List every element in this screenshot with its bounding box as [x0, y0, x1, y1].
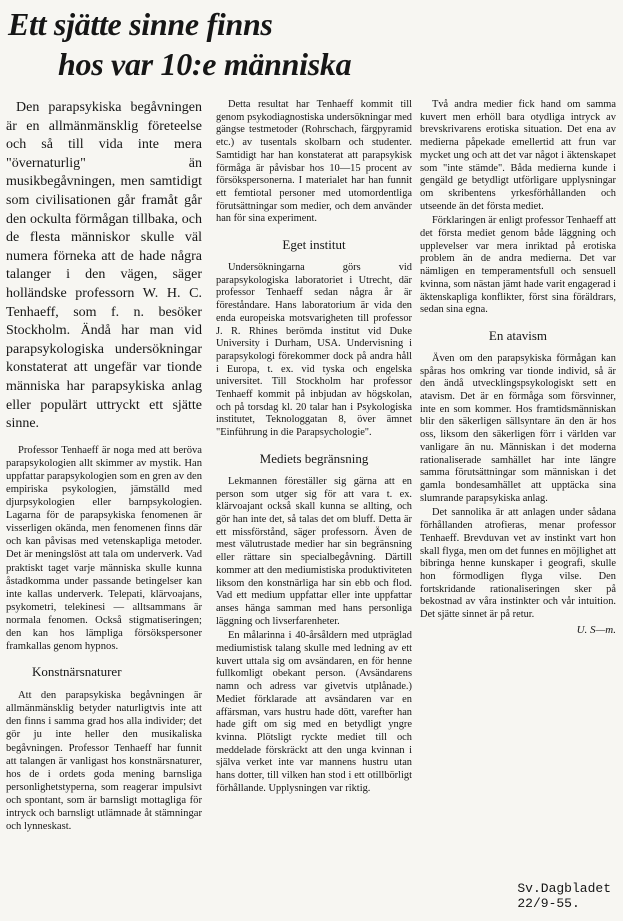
column-3 — [420, 99, 616, 636]
body-paragraph: Att den parapsykiska begåvningen är allmänmänsklig betyder naturligtvis inte att den finns i samma grad hos alla individer; det gör ju inte heller den musikaliska begåvningen. Professor Tenhaeff har funnit att talangen är vanligast hos konstnärsnaturer, hos de i ordets goda mening barnsliga personlighetstyperna, som reagerar impulsivt och spontant, som är barnsligt mottagliga för intryck och barnsligt utlämnade åt stämningar och lynneskast. — [6, 690, 202, 833]
headline — [8, 4, 428, 84]
headline-line-2: hos var 10:e människa — [58, 46, 352, 82]
body-paragraph: Även om den parapsykiska förmågan kan spåras hos omkring var tionde individ, så är den ändå utvecklingspsykologiskt sett en atavism. Det är en förmåga som försvinner, inte en som kommer. Hos framtidsmänniskan blir den säkerligen sällsyntare än den är hos oss, liksom den säkerligen förr i världen var vanligare än nu. Människan i det moderna rationaliserade samhället har inte längre samma förutsättningar som människan i det gamla bondesamhället att upptäcka sina slumrande parapsykiska anlag. — [420, 352, 616, 504]
body-paragraph: Två andra medier fick hand om samma kuvert men erhöll bara otydliga intryck av brevskrivarens erotiska situation. Det ena av medierna påpekade emellertid att frun var mycket ung och att det var något i äktenskapet som "inte stämde". Båda medierna kunde i gengäld ge betydligt utförligare upplysningar om skribentens yrkesförhållanden och utseende än det första mediet. — [420, 99, 616, 212]
body-paragraph: Förklaringen är enligt professor Tenhaeff att det första mediet genom både läggning och upplevelser var mera inriktad på erotiska problem än de andra medierna. Det var nämligen en temperamentsfull och sensuell kvinna, som nästan jämt hade varit engagerad i äktenskapliga konflikter, först sina föräldrars, sedan sina egna. — [420, 215, 616, 316]
body-paragraph: Professor Tenhaeff är noga med att beröva parapsykologien allt skimmer av mystik. Han uppfattar parapsykologien som en gren av den empiriska psykologien, jämställd med djurpsykologien eller barnpsykologien. Lagarna för de parapsykiska fenomenen är visserligen okända, men fenomenen finns där och kan påvisas med vetenskapliga metoder. Det är meningslöst att tala om underverk. Vad praktiskt taget varje människa skulle kunna åstadkomma under passande betingelser kan inte kallas underverk. Telepati, klärvoajans, psykometri, telekinesi — alltsammans är normala fenomen. Också stigmatiseringen; den kan hos lämpliga försökspersoner framkallas genom hypnos. — [6, 444, 202, 653]
headline-line-1: Ett sjätte sinne finns — [8, 6, 273, 42]
subheading: Konstnärsnaturer — [32, 664, 122, 680]
body-paragraph: Undersökningarna görs vid parapsykologiska laboratoriet i Utrecht, där professor Tenhaeff sedan några år är föreståndare. Hans laboratorium är vida den enda europeiska motsvarigheten till professor J. R. Rhines berömda institut vid Duke University i Durham, USA. Undervisning i parapsykologi förekommer dock på andra håll i Europa, t. ex. vid tyska och engelska universitet. Till Stockholm har professor Tenhaeff kommit på inbjudan av högskolan, och på torsdag kl. 20 talar han i Psykologiska institutet, Teknologgatan 8, över ämnet "Einführung in die Parapsychologie". — [216, 262, 412, 439]
subheading: Mediets begränsning — [259, 450, 369, 466]
source-name: Sv.Dagbladet — [517, 881, 611, 896]
subheading: En atavism — [488, 327, 548, 343]
lead-paragraph: Den parapsykiska begåvningen är en allmänmänsklig företeelse och så till vida inte mera "övernaturlig" än musikbegåvningen, men samtidigt som civilisationen går framåt går den ockulta förmågan tillbaka, och de flesta människor skulle väl numera förneka att de hade några talanger i den vägen, säger holländske professorn W. H. C. Tenhaeff, som f. n. besöker Stockholm. Ändå har man vid parapsykologiska undersökningar konstaterat att ungefär var tionde människa har parapsykiska anlag eller populärt uttryckt ett sjätte sinne. — [6, 100, 202, 432]
column-2 — [216, 99, 412, 797]
subheading: Eget institut — [282, 237, 346, 253]
body-paragraph: En målarinna i 40-årsåldern med utpräglad mediumistisk talang skulle med ledning av ett kuvert uttala sig om avsändaren, en för henne fullkomligt obekant person. (Avsändarens namn och adress var givetvis utplånade.) Mediet förklarade att avsändaren var en affärsman, vars hustru hade dött, varefter han hade gift om sig med en betydligt yngre kvinna. Plötsligt ryckte mediet till och meddelade förskräckt att den unga kvinnan i själva verket inte var mannens hustru utan hans dotter, till vilken han stod i ett otillbörligt förhållande. Upplysningen var riktig. — [216, 630, 412, 794]
body-paragraph: Detta resultat har Tenhaeff kommit till genom psykodiagnostiska undersökningar med gängse testmetoder (Rohrschach, färgpyramid etc.) av tusentals skolbarn och studenter. Samtidigt har han konstaterat att parapsykisk förmåga är påvisbar hos 10—15 procent av försökspersonerna. I materialet har han funnit ett femtiotal personer med utomordentliga förutsättningar som medier, och dem använder han för sina experiment. — [216, 99, 412, 225]
body-paragraph: Det sannolika är att anlagen under sådana förhållanden atrofieras, menar professor Tenhaeff. Brevduvan vet av instinkt vart hon skall flyga, men om det funnes en möjlighet att bibringa henne kunskaper i geografi, skulle hon förmodligen flyga vilse. Den fortskridande rationaliseringen sker på bekostnad av våra instinkter och vår intuition. Det sjätte sinnet är på retur. — [420, 507, 616, 621]
author-signature: U. S—m. — [576, 623, 616, 636]
source-date: 22/9-55. — [517, 896, 580, 911]
source-stamp — [517, 881, 611, 911]
column-1 — [6, 99, 202, 835]
body-paragraph: Lekmannen föreställer sig gärna att en person som utger sig för att vara t. ex. klärvoajant också skall kunna se allting, och gör han inte det, så talas det om bluff. Detta är ett missförstånd, säger professorn. Även de mest välutrustade medier har sin begränsning eller rättare sin specialbegåvning. Därtill kommer att den mediumistiska produktiviteten liksom den konstnärliga har sin ebb och flod. Vad ett medium uppfattar eller inte uppfattar anses hänga samman med hans personliga läggning och livserfarenheter. — [216, 475, 412, 627]
